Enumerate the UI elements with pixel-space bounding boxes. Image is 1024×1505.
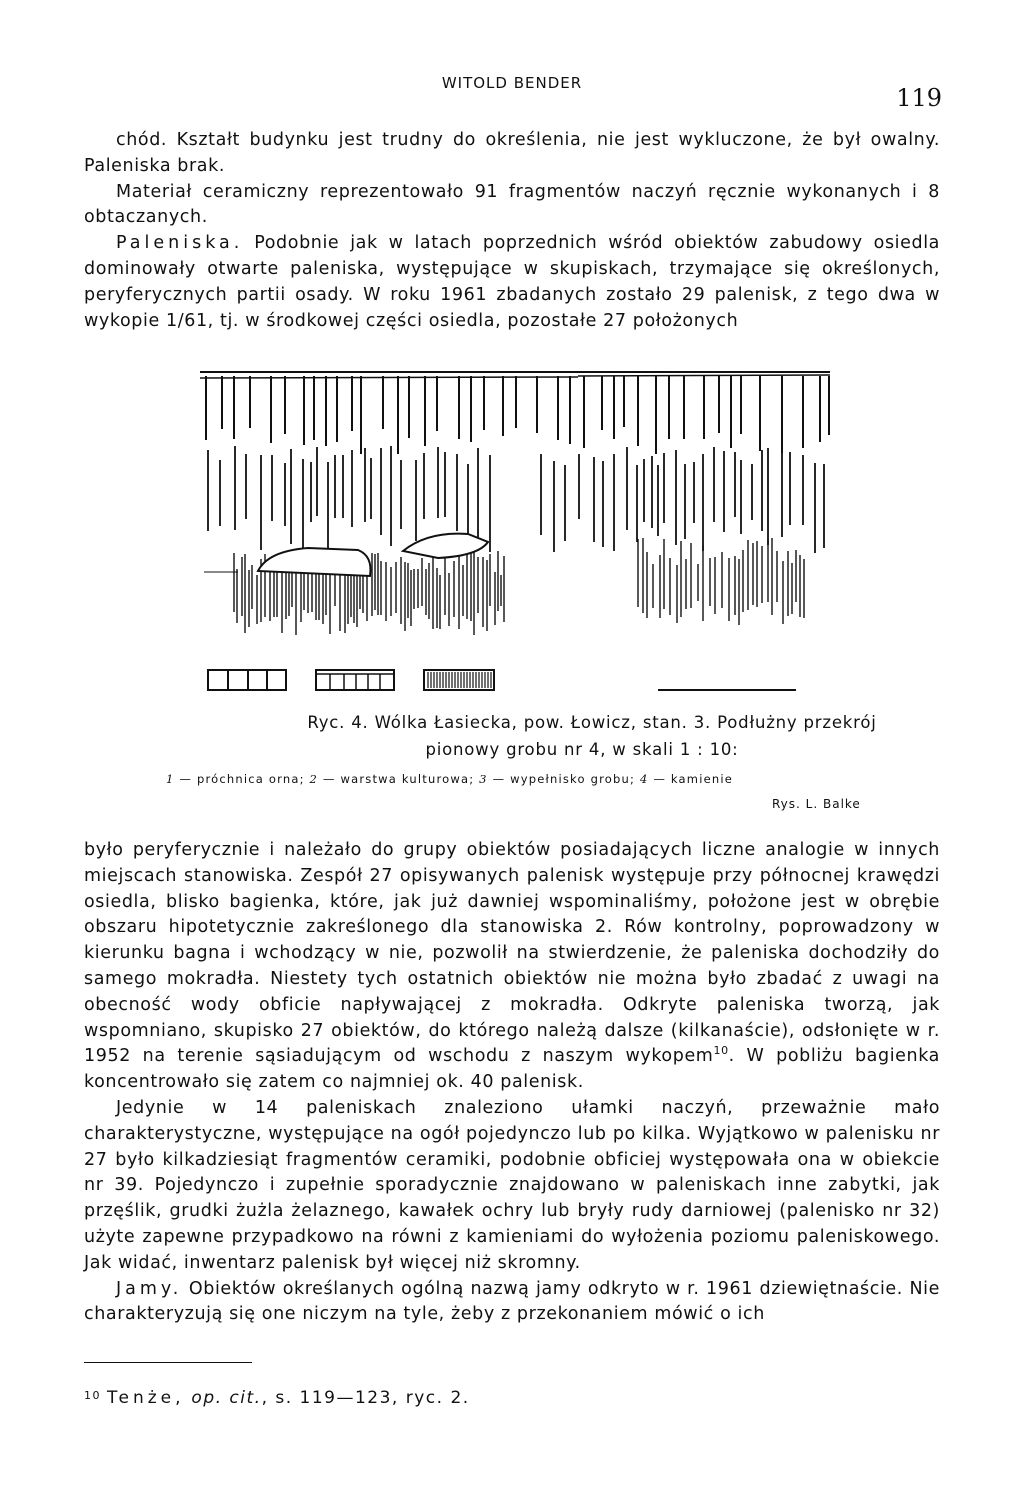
paragraph-text: Podobnie jak w latach poprzednich wśród obiektów zabudowy osiedla dominowały otwarte paleniska, występujące w skupiskach, trzymające się określonych, peryferycznych partii osady. W roku 1961 zbadanych zostało 29 palenisk, z tego dwa w wykopie 1/61, tj. w środkowej części osiedla, pozostałe 27 położonych	[84, 233, 940, 331]
legend-label: próchnica orna;	[196, 772, 305, 786]
legend-swatch-1	[208, 670, 286, 690]
section-heading-paleniska: Paleniska.	[116, 233, 244, 254]
legend-dash: —	[322, 772, 336, 786]
footnote-rule	[84, 1362, 252, 1363]
figure-credit: Rys. L. Balke	[772, 797, 861, 811]
section-heading-jamy: Jamy.	[116, 1278, 183, 1299]
figure-caption-line-1: Ryc. 4. Wólka Łasiecka, pow. Łowicz, stan. 3. Podłużny przekrój	[307, 713, 877, 732]
stone-outline	[258, 548, 371, 576]
paragraph-text: Obiektów określanych ogólną nazwą jamy odkryto w r. 1961 dziewiętnaście. Nie charakteryzują się one niczym na tyle, żeby z przekonaniem mówić o ich	[84, 1278, 940, 1325]
grave-section-drawing	[198, 366, 838, 666]
legend-num: 1	[166, 772, 175, 786]
paragraph	[84, 231, 940, 334]
legend-dash: —	[653, 772, 667, 786]
legend-label: wypełnisko grobu;	[510, 772, 636, 786]
footnote-ref: 10	[713, 1044, 729, 1058]
paragraph-text: było peryferycznie i należało do grupy obiektów posiadających liczne analogie w innych miejscach stanowiska. Zespół 27 opisywanych palenisk występuje przy północnej krawędzi osiedla, blisko bagienka, które, jak już dawniej wspominaliśmy, położone jest w obrębie obszaru hipotetycznie zakreślonego dla stanowiska 2. Rów kontrolny, poprowadzony w kierunku bagna i wchodzący w nie, pozwolił na stwierdzenie, że paleniska dochodziły do samego mokradła. Niestety tych ostatnich obiektów nie można było zbadać z uwagi na obecność wody obficie napływającej z mokradła. Odkryte paleniska tworzą, jak wspomniano, skupisko 27 obiektów, do którego należą dalsze (kilkanaście), odsłonięte w r. 1952 na terenie sąsiadującym od wschodu z naszym wykopem	[84, 840, 940, 1067]
footnote-mark: 10	[84, 1389, 101, 1402]
text-block-bottom	[84, 838, 940, 1328]
legend-num: 3	[479, 772, 488, 786]
footnote	[84, 1388, 470, 1408]
figure-legend	[166, 772, 866, 786]
paragraph: Materiał ceramiczny reprezentowało 91 fragmentów naczyń ręcznie wykonanych i 8 obtaczanych.	[84, 181, 940, 228]
legend-label: kamienie	[670, 772, 734, 786]
legend-swatches	[206, 668, 806, 694]
page-number: 119	[896, 84, 942, 112]
text-block-top	[84, 128, 940, 334]
paragraph-text: . W pobliżu bagienka koncentrowało się zatem co najmniej ok. 40 palenisk.	[84, 1046, 940, 1093]
legend-swatch-3	[424, 670, 494, 690]
paragraph: Jedynie w 14 paleniskach znaleziono ułamki naczyń, przeważnie mało charakterystyczne, występujące na ogół pojedynczo lub po kilka. Wyjątkowo w palenisku nr 27 było kilkadziesiąt fragmentów ceramiki, podobnie obficiej występowała ona w obiekcie nr 39. Pojedynczo i zupełnie sporadycznie znajdowano w paleniskach inne zabytki, jak przęślik, grudki żużla żelaznego, kawałek ochry lub bryły rudy darniowej (palenisko nr 32) użyte zapewne przypadkowo na równi z kamieniami do wyłożenia poziomu paleniskowego. Jak widać, inwentarz palenisk był więcej niż skromny.	[84, 1097, 940, 1273]
legend-label: warstwa kulturowa;	[340, 772, 475, 786]
footnote-author: Tenże,	[107, 1388, 185, 1408]
legend-num: 4	[639, 772, 649, 786]
paragraph	[84, 1277, 940, 1329]
paragraph: chód. Kształt budynku jest trudny do określenia, nie jest wykluczone, że był owalny. Paleniska brak.	[84, 130, 940, 176]
footnote-ref-italic: op. cit.	[191, 1388, 262, 1408]
footnote-rest: , s. 119—123, ryc. 2.	[261, 1388, 470, 1408]
legend-dash: —	[179, 772, 193, 786]
running-head: WITOLD BENDER	[441, 74, 583, 92]
grave-section-svg	[198, 366, 838, 666]
section-top-line	[200, 377, 578, 378]
legend-num: 2	[309, 772, 319, 786]
legend-dash: —	[492, 772, 506, 786]
paragraph	[84, 838, 940, 1096]
legend-swatch-2	[316, 670, 394, 690]
section-top-line	[578, 375, 830, 376]
figure-caption-line-2: pionowy grobu nr 4, w skali 1 : 10:	[425, 740, 739, 759]
